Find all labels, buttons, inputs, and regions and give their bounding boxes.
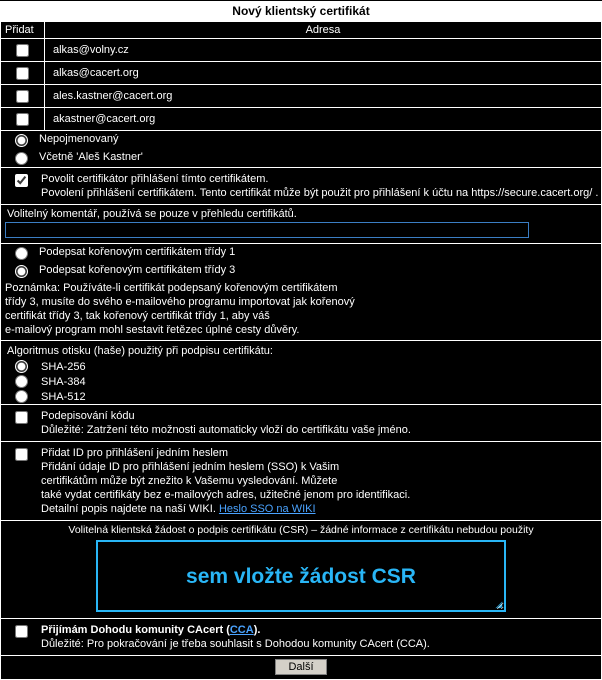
address-checkbox-cell[interactable] xyxy=(1,108,45,130)
sso-line-4: Detailní popis najdete na naší WIKI. xyxy=(41,503,216,515)
hash-algorithm-section xyxy=(1,341,601,405)
agreement-line1-post: ). xyxy=(253,624,261,636)
root-radio-class3[interactable] xyxy=(15,265,28,278)
hash-option-sha256[interactable] xyxy=(1,359,601,374)
hash-label-sha256: SHA-256 xyxy=(41,360,86,373)
agreement-checkbox[interactable] xyxy=(15,625,28,638)
table-row xyxy=(1,108,601,131)
code-signing-checkbox-wrap[interactable] xyxy=(15,411,31,424)
agreement-text xyxy=(41,623,599,651)
address-checkbox-cell[interactable] xyxy=(1,85,45,107)
sso-row[interactable] xyxy=(1,442,601,520)
agreement-checkbox-wrap[interactable] xyxy=(15,625,31,638)
hash-label-sha384: SHA-384 xyxy=(41,375,86,388)
hash-radio-sha512-wrap[interactable] xyxy=(15,390,31,403)
login-checkbox-wrap[interactable] xyxy=(15,174,31,187)
root-certificate-section xyxy=(1,244,601,341)
sso-checkbox-wrap[interactable] xyxy=(15,448,31,461)
root-label-class1: Podepsat kořenovým certifikátem třídy 1 xyxy=(39,246,236,258)
naming-radio-withname[interactable] xyxy=(15,152,28,165)
table-row xyxy=(1,85,601,108)
sso-checkbox[interactable] xyxy=(15,448,28,461)
login-permission-text xyxy=(41,172,599,200)
sso-line-2: certifikátům může být znežito k Vašemu vysledování. Můžete xyxy=(41,475,338,487)
naming-section xyxy=(1,131,601,168)
naming-option-withname[interactable] xyxy=(1,149,601,167)
login-permission-line2: Povolení přihlášení certifikátem. Tento certifikát může být použit pro přihlášení k účtu na https://secure.cacert.org/ . xyxy=(41,187,599,199)
root-note-line-1: Poznámka: Používáte-li certifikát podepsaný kořenovým certifikátem xyxy=(5,282,338,294)
login-permission-line1: Povolit certifikátor přihlášení tímto certifikátem. xyxy=(41,173,269,185)
sso-line-1: Přidání údaje ID pro přihlášení jedním heslem (SSO) k Vašim xyxy=(41,461,340,473)
submit-bar xyxy=(1,656,601,679)
hash-radio-sha384[interactable] xyxy=(15,375,28,388)
hash-radio-sha256-wrap[interactable] xyxy=(15,360,31,373)
root-radio-class1[interactable] xyxy=(15,247,28,260)
csr-label: Volitelná klientská žádost o podpis certifikátu (CSR) – žádné informace z certifikátu nebudou použity xyxy=(68,524,534,536)
new-client-certificate-page xyxy=(0,1,602,673)
hash-algorithm-title: Algoritmus otisku (haše) použitý při podpisu certifikátu: xyxy=(7,345,273,357)
naming-label-withname: Včetně 'Aleš Kastner' xyxy=(39,151,143,163)
address-label: akastner@cacert.org xyxy=(53,113,156,125)
code-signing-section xyxy=(1,405,601,442)
root-radio-class3-wrap[interactable] xyxy=(15,265,31,278)
table-row xyxy=(1,62,601,85)
agreement-line1-pre: Přijímám Dohodu komunity CAcert ( xyxy=(41,624,230,636)
csr-textarea[interactable]: sem vložte žádost CSR ◢ xyxy=(96,540,506,612)
login-permission-section xyxy=(1,168,601,205)
naming-radio-withname-wrap[interactable] xyxy=(15,152,31,165)
root-note-line-2: třídy 3, musíte do svého e-mailového programu importovat jak kořenový xyxy=(5,296,355,308)
hash-label-sha512: SHA-512 xyxy=(41,390,86,403)
code-signing-title: Podepisování kódu xyxy=(41,410,135,422)
comment-label: Volitelný komentář, používá se pouze v přehledu certifikátů. xyxy=(7,208,297,220)
agreement-section xyxy=(1,619,601,656)
naming-option-unnamed[interactable] xyxy=(1,131,601,149)
column-header-address: Adresa xyxy=(305,24,341,36)
naming-radio-unnamed[interactable] xyxy=(15,134,28,147)
naming-radio-unnamed-wrap[interactable] xyxy=(15,134,31,147)
comment-section xyxy=(1,205,601,244)
address-checkbox[interactable] xyxy=(16,44,29,57)
table-row xyxy=(1,39,601,62)
hash-option-sha512[interactable] xyxy=(1,389,601,404)
hash-radio-sha512[interactable] xyxy=(15,390,28,403)
agreement-row[interactable] xyxy=(1,619,601,655)
address-checkbox[interactable] xyxy=(16,90,29,103)
naming-label-unnamed: Nepojmenovaný xyxy=(39,133,119,145)
code-signing-note: Důležité: Zatržení této možnosti automaticky vloží do certifikátu vaše jméno. xyxy=(41,424,411,436)
root-label-class3: Podepsat kořenovým certifikátem třídy 3 xyxy=(39,264,236,276)
agreement-line2: Důležité: Pro pokračování je třeba souhlasit s Dohodou komunity CAcert (CCA). xyxy=(41,638,430,650)
column-header-add: Přidat xyxy=(1,22,45,38)
address-checkbox[interactable] xyxy=(16,113,29,126)
sso-wiki-link[interactable]: Heslo SSO na WIKI xyxy=(218,503,316,515)
address-label: alkas@volny.cz xyxy=(53,44,129,56)
certificate-form xyxy=(0,1,602,680)
login-permission-checkbox[interactable] xyxy=(15,174,28,187)
code-signing-checkbox[interactable] xyxy=(15,411,28,424)
sso-title: Přidat ID pro přihlášení jedním heslem xyxy=(41,447,229,459)
resize-grip-icon[interactable]: ◢ xyxy=(495,600,503,609)
csr-section xyxy=(1,521,601,619)
root-note-line-4: e-mailový program mohl sestavit řetězec úplné cesty důvěry. xyxy=(5,324,300,336)
hash-radio-sha384-wrap[interactable] xyxy=(15,375,31,388)
root-note-line-3: certifikát třídy 3, tak kořenový certifikát třídy 1, aby váš xyxy=(5,310,270,322)
address-checkbox-cell[interactable] xyxy=(1,62,45,84)
address-checkbox-cell[interactable] xyxy=(1,39,45,61)
address-checkbox[interactable] xyxy=(16,67,29,80)
address-label: ales.kastner@cacert.org xyxy=(53,90,173,102)
login-permission-row[interactable] xyxy=(1,168,601,204)
sso-section xyxy=(1,442,601,521)
sso-text xyxy=(41,446,599,516)
comment-input[interactable] xyxy=(5,222,529,238)
table-header-row xyxy=(1,22,601,39)
root-option-class3[interactable] xyxy=(1,262,601,280)
root-option-class1[interactable] xyxy=(1,244,601,262)
sso-line-3: také vydat certifikáty bez e-mailových adres, užitečné jenom pro identifikaci. xyxy=(41,489,411,501)
code-signing-text xyxy=(41,409,599,437)
hash-option-sha384[interactable] xyxy=(1,374,601,389)
root-radio-class1-wrap[interactable] xyxy=(15,247,31,260)
next-button[interactable]: Další xyxy=(275,659,326,675)
root-note xyxy=(1,280,601,340)
code-signing-row[interactable] xyxy=(1,405,601,441)
address-label: alkas@cacert.org xyxy=(53,67,139,79)
hash-radio-sha256[interactable] xyxy=(15,360,28,373)
page-title: Nový klientský certifikát xyxy=(1,2,601,22)
cca-link[interactable]: CCA xyxy=(229,624,254,636)
